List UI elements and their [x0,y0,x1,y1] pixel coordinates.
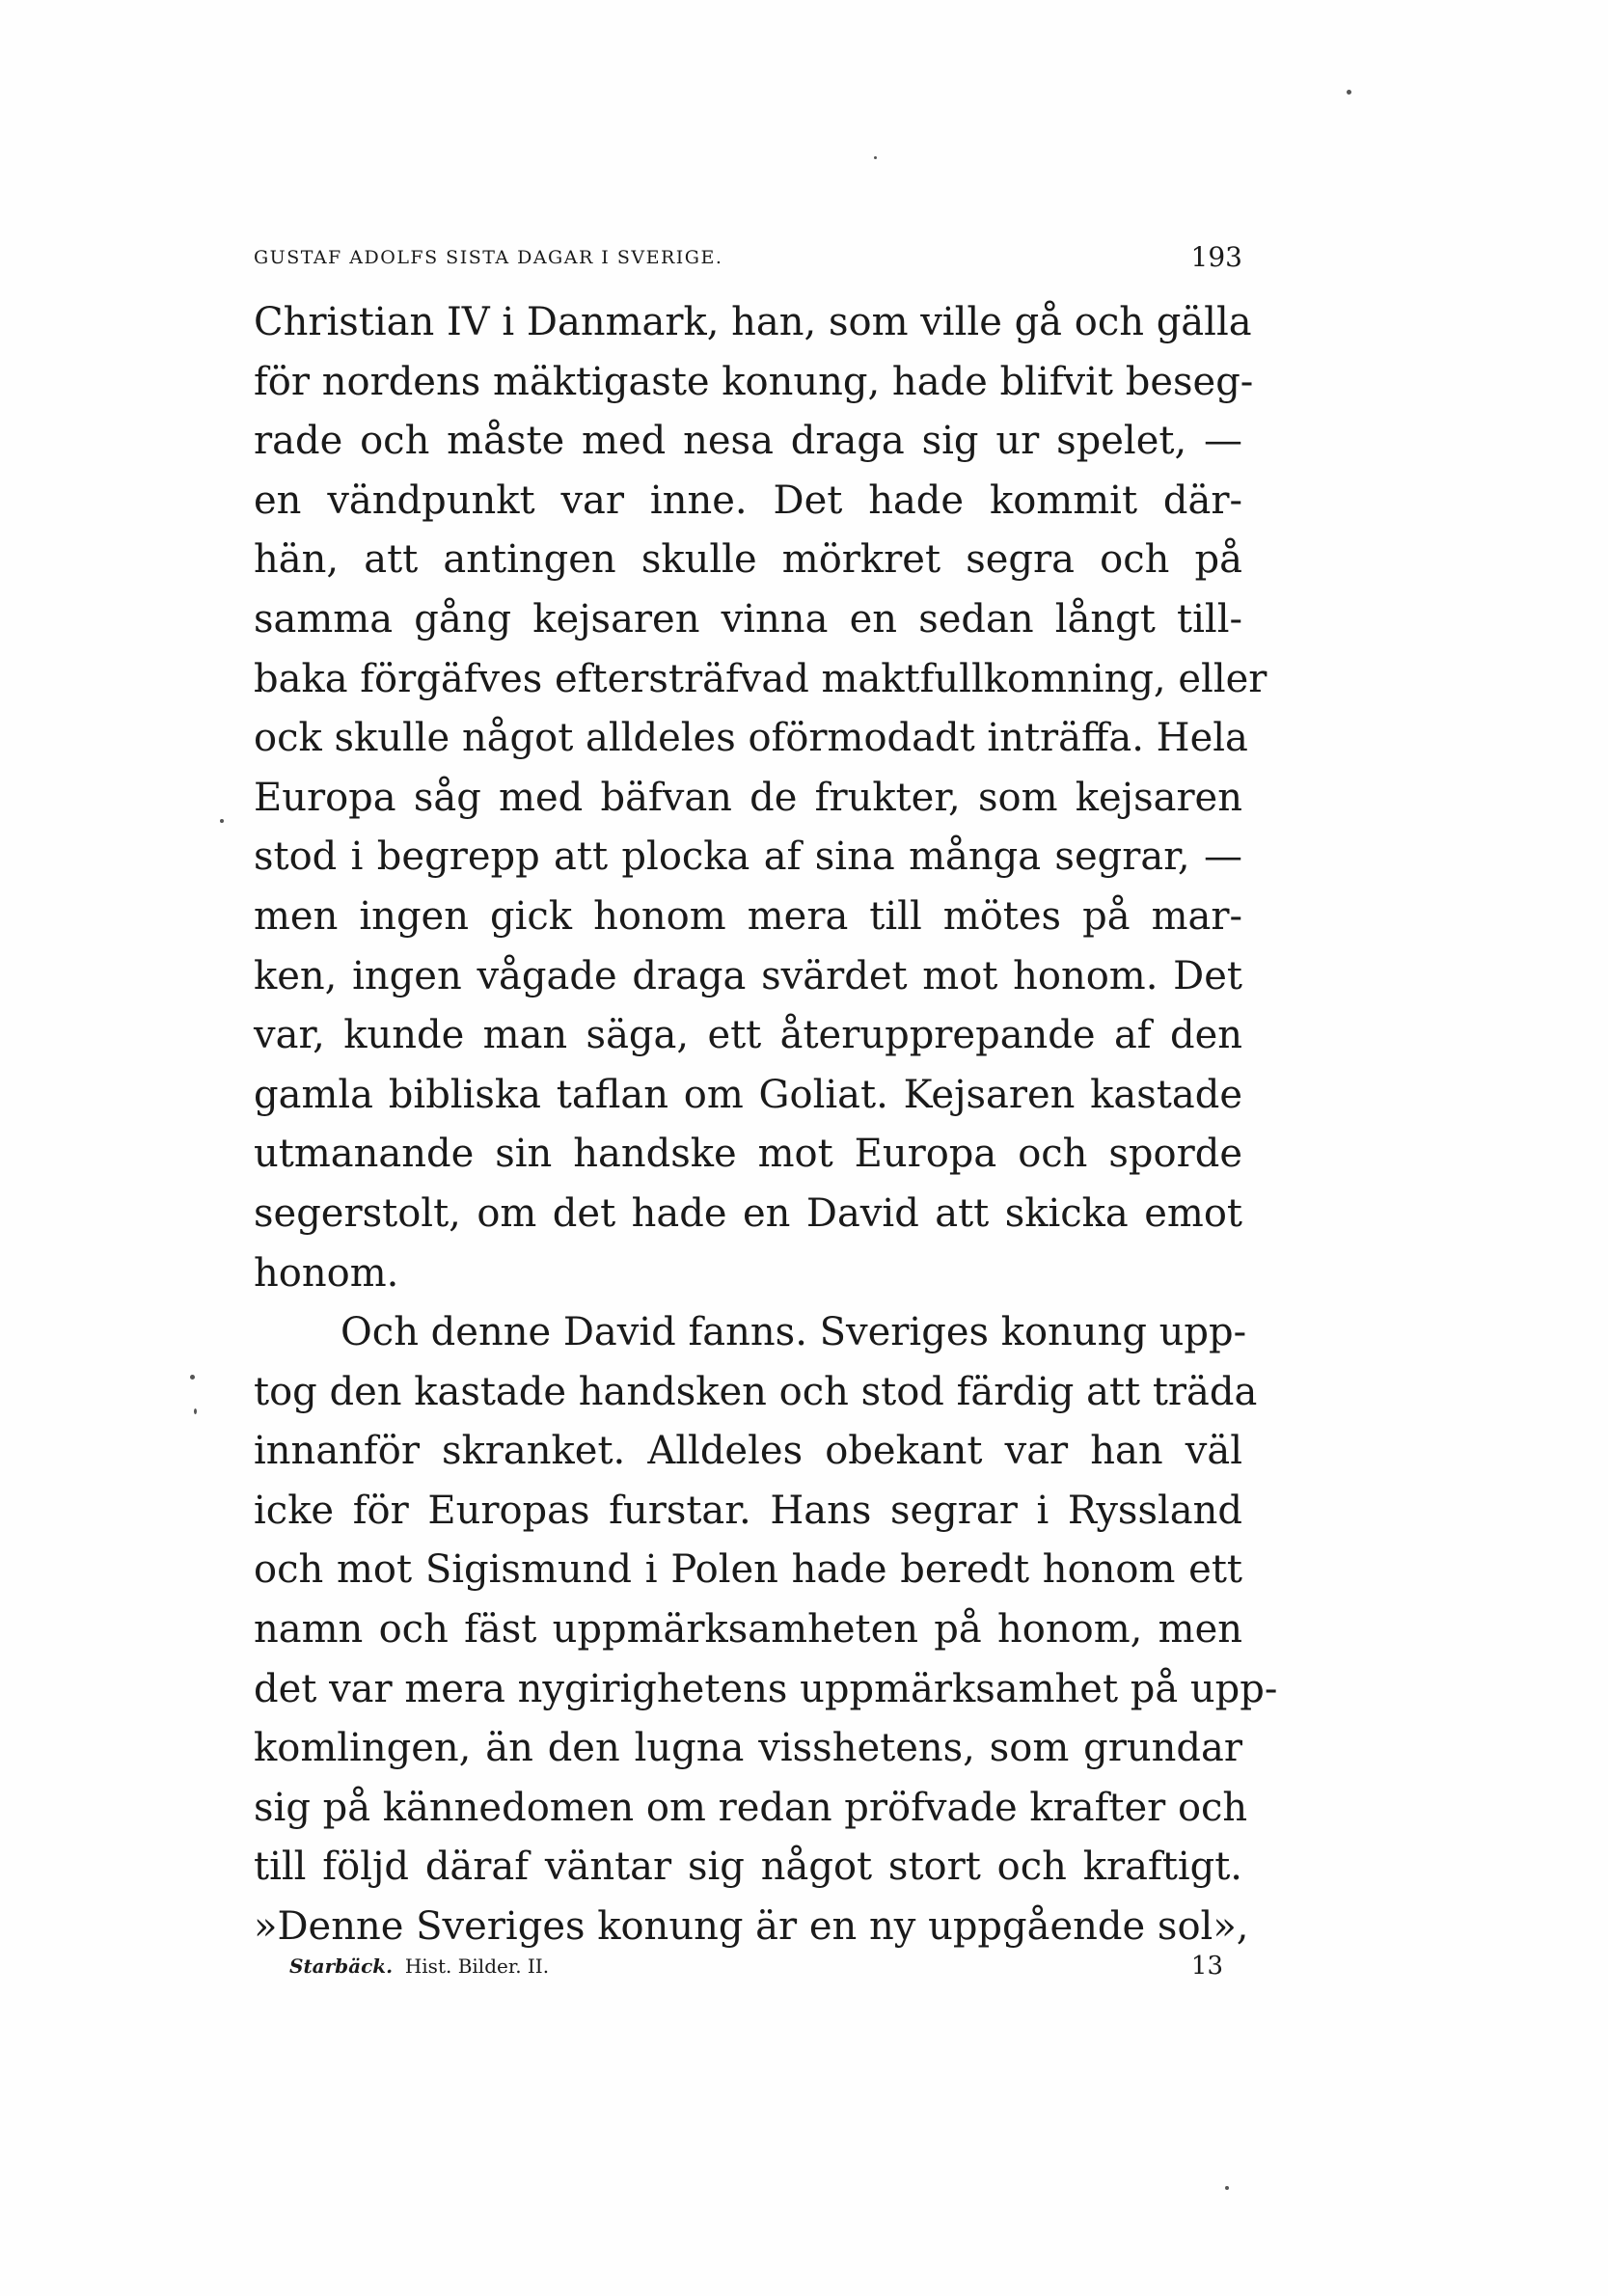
text-line: icke för Europas furstar. Hans segrar i Ryssland [254,1488,1242,1533]
text-line: rade och måste med nesa draga sig ur spelet, — [254,419,1242,464]
text-line: stod i begrepp att plocka af sina många segrar, — [254,834,1242,880]
running-title: GUSTAF ADOLFS SISTA DAGAR I SVERIGE. [254,247,723,268]
scan-speck [874,156,877,159]
text-line: segerstolt, om det hade en David att skicka emot [254,1190,1242,1236]
text-line: innanför skranket. Alldeles obekant var han väl [254,1429,1242,1474]
paragraph-end-line: honom. [254,1250,399,1296]
body-text [254,293,1278,1957]
signature-work: Hist. Bilder. II. [404,1954,550,1978]
text-line: men ingen gick honom mera till mötes på mar- [254,893,1242,939]
text-line: ock skulle något alldeles oförmodadt inträffa. Hela [254,716,1248,761]
page-number: 193 [1190,241,1242,273]
text-line: en vändpunkt var inne. Det hade kommit där- [254,478,1242,523]
text-line: ken, ingen vågade draga svärdet mot honom. Det [254,953,1242,998]
scan-speck [190,1375,195,1380]
text-line: gamla bibliska taflan om Goliat. Kejsaren kastade [254,1072,1242,1117]
text-line: tog den kastade handsken och stod färdig att träda [254,1369,1258,1414]
text-line: komlingen, än den lugna visshetens, som grundar [254,1726,1242,1771]
running-head [254,238,1242,277]
text-line: sig på kännedomen om redan pröfvade krafter och [254,1785,1248,1830]
text-line: och mot Sigismund i Polen hade beredt honom ett [254,1547,1242,1593]
text-line: var, kunde man säga, ett återupprepande af den [254,1013,1242,1058]
text-line: för nordens mäktigaste konung, hade blifvit beseg- [254,359,1254,404]
text-line: namn och fäst uppmärksamheten på honom, men [254,1607,1242,1653]
signature-mark [289,1947,549,1985]
text-line: »Denne Sveriges konung är en ny uppgående sol», [254,1904,1249,1950]
signature-author: Starbäck. [289,1954,394,1978]
text-line: baka förgäfves eftersträfvad maktfullkomning, eller [254,656,1267,701]
text-line: till följd däraf väntar sig något stort och kraftigt. [254,1845,1242,1890]
paragraph-start-line: Och denne David fanns. Sveriges konung upp- [341,1310,1247,1355]
text-line: utmanande sin handske mot Europa och sporde [254,1132,1242,1177]
text-line: Europa såg med bäfvan de frukter, som kejsaren [254,775,1242,820]
text-line: hän, att antingen skulle mörkret segra och på [254,537,1242,583]
text-line: samma gång kejsaren vinna en sedan långt till- [254,596,1242,642]
text-line: Christian IV i Danmark, han, som ville gå och gälla [254,300,1252,344]
scan-speck [1347,90,1351,95]
sheet-number: 13 [1190,1952,1223,1981]
text-line: det var mera nygirighetens uppmärksamhet på upp- [254,1666,1278,1711]
signature-footer [289,1947,1223,1985]
scan-speck [1225,2186,1229,2190]
scan-speck [194,1408,197,1414]
scan-speck [220,819,224,823]
